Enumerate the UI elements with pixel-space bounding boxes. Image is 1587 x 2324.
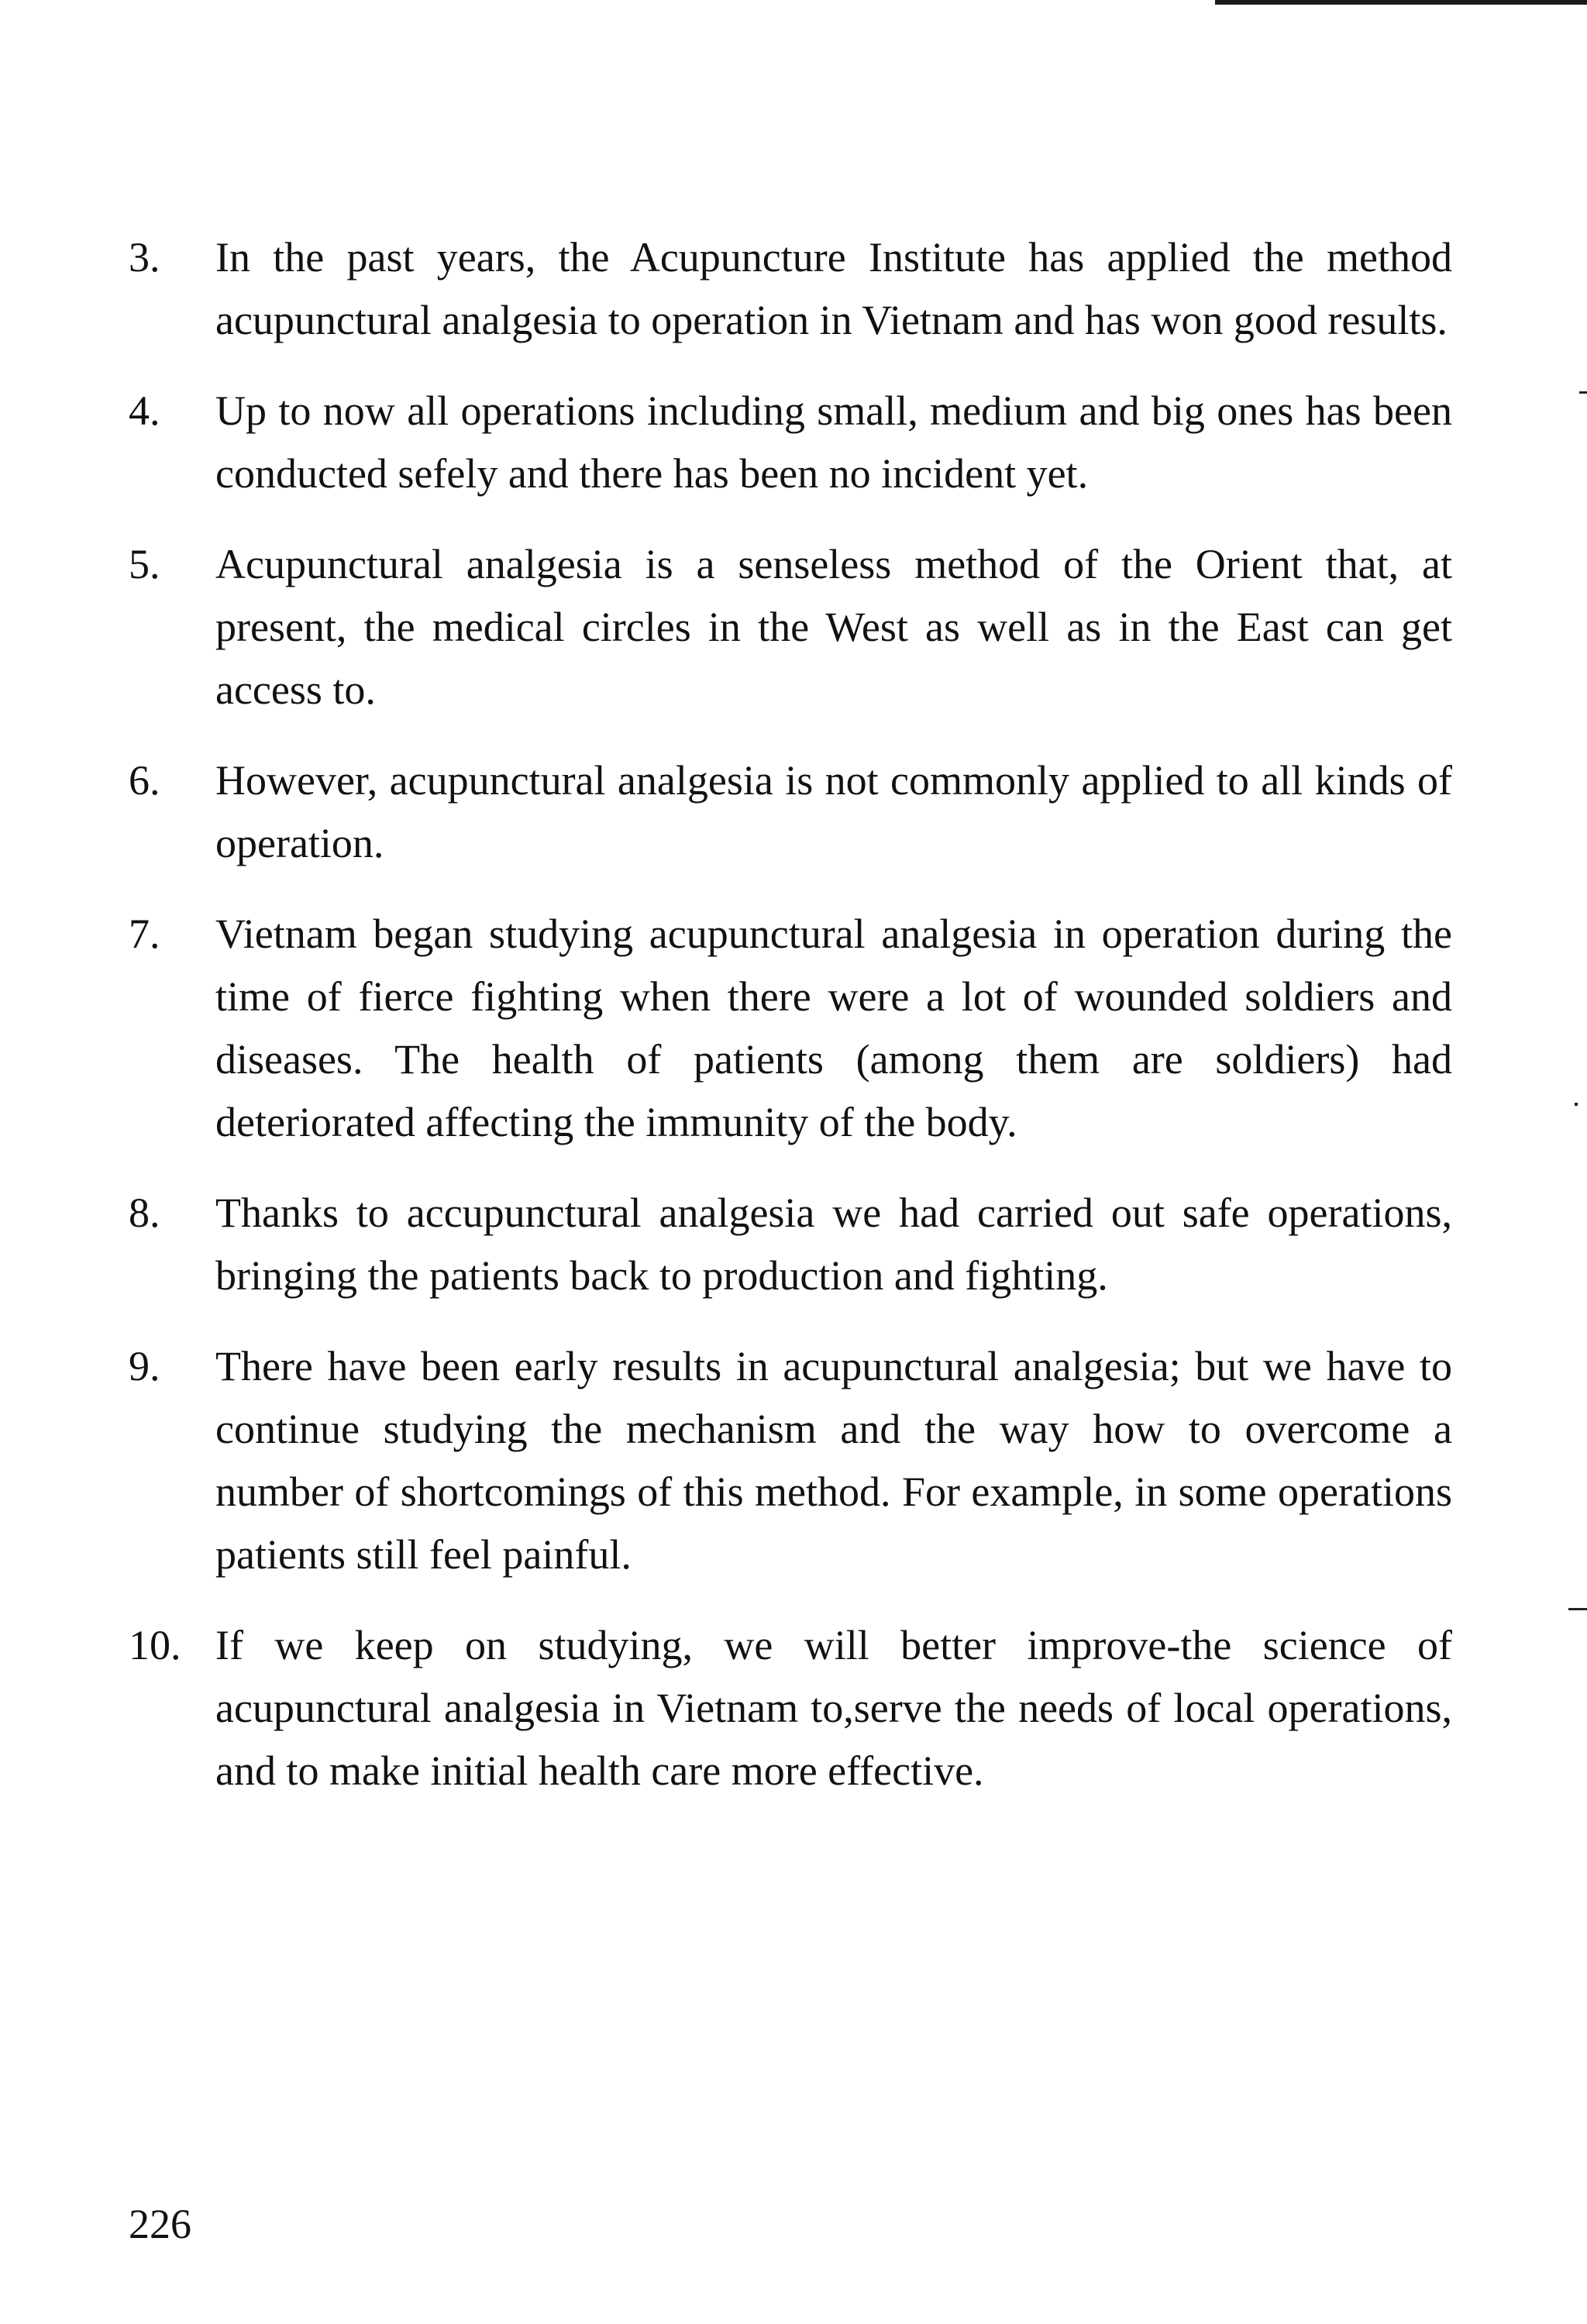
page-number: 226 — [129, 2201, 191, 2247]
list-item — [129, 903, 1452, 1154]
list-item — [129, 226, 1452, 352]
scan-speck — [1575, 1103, 1578, 1106]
list-item-number: 9. — [129, 1343, 160, 1389]
list-item-text: Thanks to accupunctural analgesia we had carried out safe operations, bringing the patients back to production and fighting. — [215, 1190, 1452, 1299]
list-item-number: 7. — [129, 911, 160, 957]
scan-speck — [1579, 391, 1587, 394]
list-item — [129, 533, 1452, 721]
list-item-number: 6. — [129, 757, 160, 804]
list-item-text: Up to now all operations including small, medium and big ones has been conducted sefely and there has been no incident yet. — [215, 387, 1452, 497]
list-item-text: In the past years, the Acupuncture Institute has applied the method acupunctural analgesia to operation in Vietnam and has won good results. — [215, 234, 1452, 343]
top-edge-rule — [1215, 0, 1587, 5]
list-item-number: 10. — [129, 1622, 181, 1668]
list-item-number: 5. — [129, 541, 160, 587]
list-item-text: Vietnam began studying acupunctural analgesia in operation during the time of fierce fighting when there were a lot of wounded soldiers and diseases. The health of patients (among them are soldiers) had deteriorated affecting the immunity of the body. — [215, 911, 1452, 1145]
list-item-text: However, acupunctural analgesia is not commonly applied to all kinds of operation. — [215, 757, 1452, 866]
scan-speck — [1568, 1608, 1587, 1610]
list-item-text: If we keep on studying, we will better improve-the science of acupunctural analgesia in Vietnam to,serve the needs of local operations, and to make initial health care more effective. — [215, 1622, 1452, 1794]
list-item — [129, 380, 1452, 505]
list-item-number: 4. — [129, 387, 160, 434]
list-item-text: There have been early results in acupunctural analgesia; but we have to continue studying the mechanism and the way how to overcome a number of shortcomings of this method. For example, in some operations patients still feel painful. — [215, 1343, 1452, 1578]
list-item — [129, 749, 1452, 875]
list-item — [129, 1614, 1452, 1802]
list-item — [129, 1335, 1452, 1586]
list-item-text: Acupunctural analgesia is a senseless method of the Orient that, at present, the medical circles in the West as well as in the East can get access to. — [215, 541, 1452, 713]
list-item-number: 8. — [129, 1190, 160, 1236]
numbered-list — [129, 226, 1452, 1830]
list-item — [129, 1182, 1452, 1307]
list-item-number: 3. — [129, 234, 160, 281]
